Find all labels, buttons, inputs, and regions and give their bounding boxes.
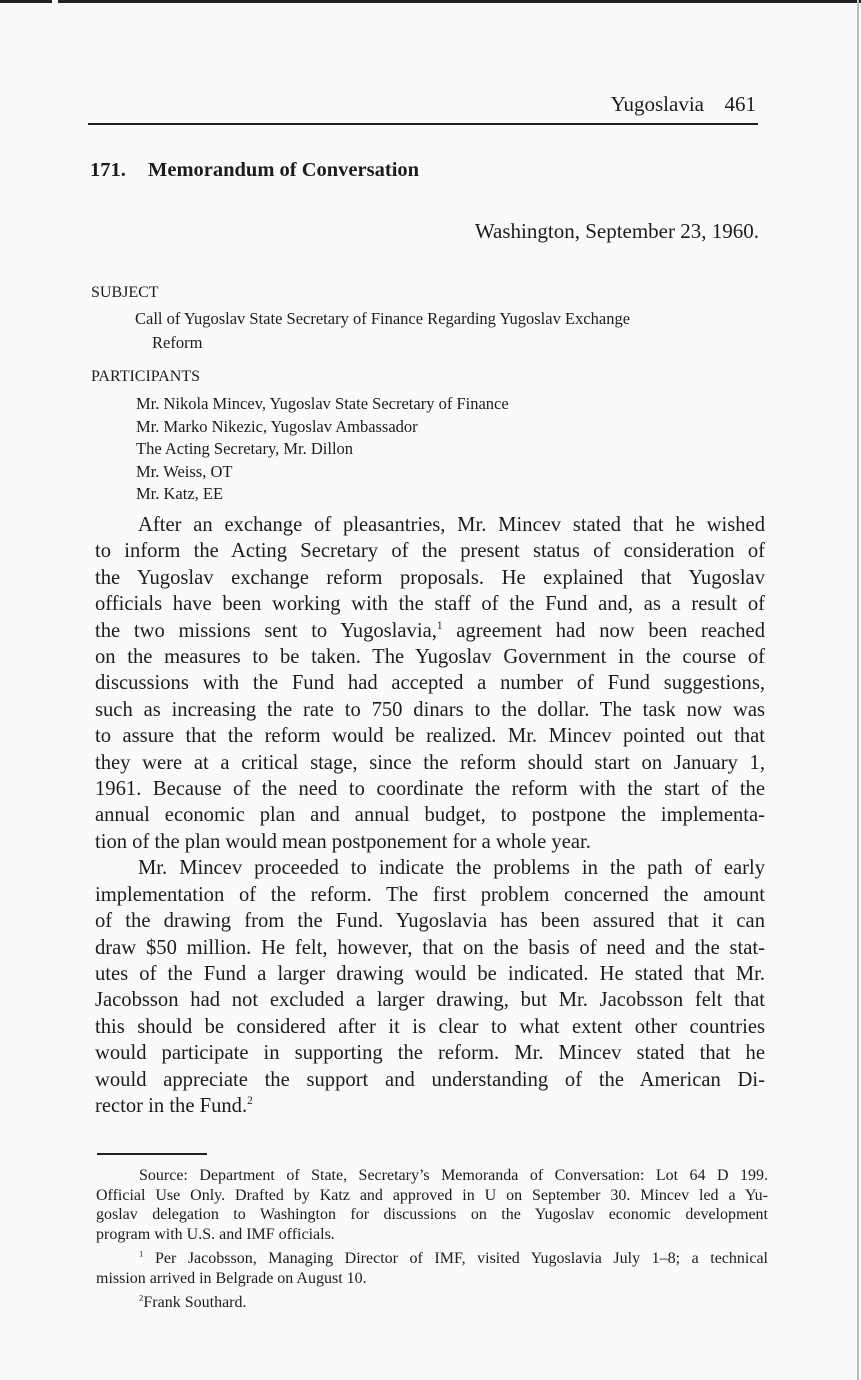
participant: Mr. Marko Nikezic, Yugoslav Ambassador xyxy=(136,416,418,436)
text-line: this should be considered after it is clear to what extent other countries xyxy=(95,1015,765,1038)
paragraph-1 xyxy=(95,512,765,855)
participant: Mr. Weiss, OT xyxy=(136,461,233,481)
subject-line: Call of Yugoslav State Secretary of Finance Regarding Yugoslav Exchange xyxy=(135,309,631,328)
source-note-line: Source: Department of State, Secretary’s Memoranda of Conversation: Lot 64 D 199. xyxy=(139,1167,768,1184)
text-line: the two missions sent to Yugoslavia,$^1$ agreement had now been reached xyxy=(95,619,765,642)
page-number: 461 xyxy=(724,92,756,116)
participants-list xyxy=(136,393,509,506)
running-header xyxy=(88,92,758,122)
text-line: utes of the Fund a larger drawing would be indicated. He stated that Mr. xyxy=(95,962,765,985)
footnote-1: $^1$ Per Jacobsson, Managing Director of IMF, visited Yugoslavia July 1–8; a technical xyxy=(139,1248,768,1267)
source-note-line: Official Use Only. Drafted by Katz and approved in U on September 30. Mincev led a Yu- xyxy=(96,1186,768,1204)
text-line: Mr. Mincev proceeded to indicate the problems in the path of early xyxy=(138,857,765,880)
text-line: officials have been working with the staff of the Fund and, as a result of xyxy=(95,593,765,616)
running-header-title: Yugoslavia xyxy=(610,92,704,116)
footnote-marker-2: 2 xyxy=(139,1292,144,1303)
scan-edge-right xyxy=(857,0,859,1380)
text-line: annual economic plan and annual budget, to postpone the implementa- xyxy=(95,804,765,827)
text-line: draw $50 million. He felt, however, that on the basis of need and the stat- xyxy=(95,936,765,959)
participant: Mr. Nikola Mincev, Yugoslav State Secretary of Finance xyxy=(136,394,509,413)
text-line: the Yugoslav exchange reform proposals. He explained that Yugoslav xyxy=(95,566,765,589)
subject-label: SUBJECT xyxy=(91,284,159,301)
footnote-ref-2: 2 xyxy=(247,1095,253,1108)
text-line: to inform the Acting Secretary of the present status of consideration of xyxy=(95,540,765,563)
document-number: 171. xyxy=(90,159,126,181)
subject-line: Reform xyxy=(152,333,203,352)
text-line: would participate in supporting the reform. Mr. Mincev stated that he xyxy=(95,1042,765,1065)
body-text xyxy=(95,512,765,1119)
document-title: Memorandum of Conversation xyxy=(148,159,420,181)
footnote-1-line: mission arrived in Belgrade on August 10. xyxy=(96,1269,367,1287)
text-line: on the measures to be taken. The Yugoslav Government in the course of xyxy=(95,646,765,669)
text-line: of the drawing from the Fund. Yugoslavia has been assured that it can xyxy=(95,910,765,933)
text-line: they were at a critical stage, since the reform should start on January 1, xyxy=(95,751,765,774)
paragraph-2 xyxy=(95,855,765,1119)
dateline: Washington, September 23, 1960. xyxy=(474,219,759,243)
footnote-ref-1: 1 xyxy=(436,619,443,632)
scan-edge-top xyxy=(0,0,861,3)
text-line: such as increasing the rate to 750 dinars to the dollar. The task now was xyxy=(95,698,765,721)
footnote-2: $^2$Frank Southard. xyxy=(139,1292,247,1311)
participants-label: PARTICIPANTS xyxy=(91,368,201,385)
source-note-line: goslav delegation to Washington for discussions on the Yugoslav economic development xyxy=(96,1206,768,1223)
header-rule xyxy=(88,123,758,125)
text-line: Jacobsson had not excluded a larger drawing, but Mr. Jacobsson felt that xyxy=(95,989,765,1012)
footnotes xyxy=(96,1166,768,1313)
text-line: implementation of the reform. The first problem concerned the amount xyxy=(95,883,765,906)
text-line: 1961. Because of the need to coordinate the reform with the start of the xyxy=(95,778,765,801)
participant: The Acting Secretary, Mr. Dillon xyxy=(136,439,354,458)
source-note-line: program with U.S. and IMF officials. xyxy=(96,1225,335,1243)
footnote-marker-1: 1 xyxy=(139,1248,144,1259)
text-line: to assure that the reform would be realized. Mr. Mincev pointed out that xyxy=(95,725,765,748)
text-line: rector in the Fund.$^2$ xyxy=(95,1094,253,1117)
text-line: After an exchange of pleasantries, Mr. Mincev stated that he wished xyxy=(138,514,765,536)
subject-text xyxy=(135,307,715,355)
footnote-rule xyxy=(97,1153,207,1155)
participant: Mr. Katz, EE xyxy=(136,484,224,503)
text-line: tion of the plan would mean postponement for a whole year. xyxy=(95,830,591,853)
scan-edge-gap xyxy=(52,0,58,3)
text-line: discussions with the Fund had accepted a number of Fund suggestions, xyxy=(95,672,765,695)
document-heading xyxy=(90,159,419,182)
text-line: would appreciate the support and understanding of the American Di- xyxy=(95,1068,765,1091)
